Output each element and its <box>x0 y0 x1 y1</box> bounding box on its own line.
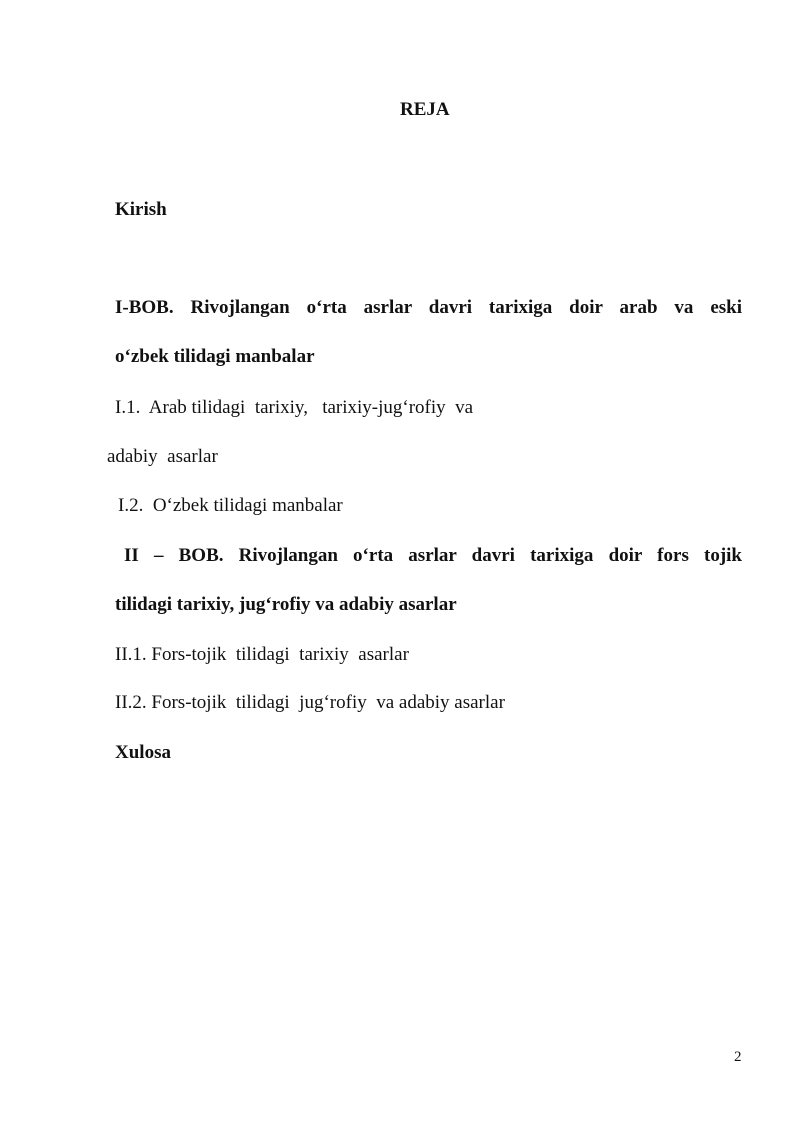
toc-section-2-1: II.1. Fors-tojik tilidagi tarixiy asarlar <box>115 644 409 665</box>
toc-conclusion: Xulosa <box>115 742 171 763</box>
page-title: REJA <box>400 99 450 120</box>
page-number: 2 <box>734 1049 742 1065</box>
toc-chapter1-line2: o‘zbek tilidagi manbalar <box>115 346 315 367</box>
toc-section-1-1-line1: I.1. Arab tilidagi tarixiy, tarixiy-jug‘rofiy va <box>115 397 474 418</box>
toc-section-1-1-line2: adabiy asarlar <box>107 446 218 467</box>
toc-chapter1-line1: I-BOB. Rivojlangan o‘rta asrlar davri tarixiga doir arab va eski <box>115 297 742 318</box>
toc-chapter2-line1: II – BOB. Rivojlangan o‘rta asrlar davri tarixiga doir fors tojik <box>124 545 742 566</box>
toc-section-1-2: I.2. O‘zbek tilidagi manbalar <box>118 495 343 516</box>
toc-intro: Kirish <box>115 199 167 220</box>
toc-section-2-2: II.2. Fors-tojik tilidagi jug‘rofiy va adabiy asarlar <box>115 692 505 713</box>
toc-chapter2-line2: tilidagi tarixiy, jug‘rofiy va adabiy asarlar <box>115 594 457 615</box>
